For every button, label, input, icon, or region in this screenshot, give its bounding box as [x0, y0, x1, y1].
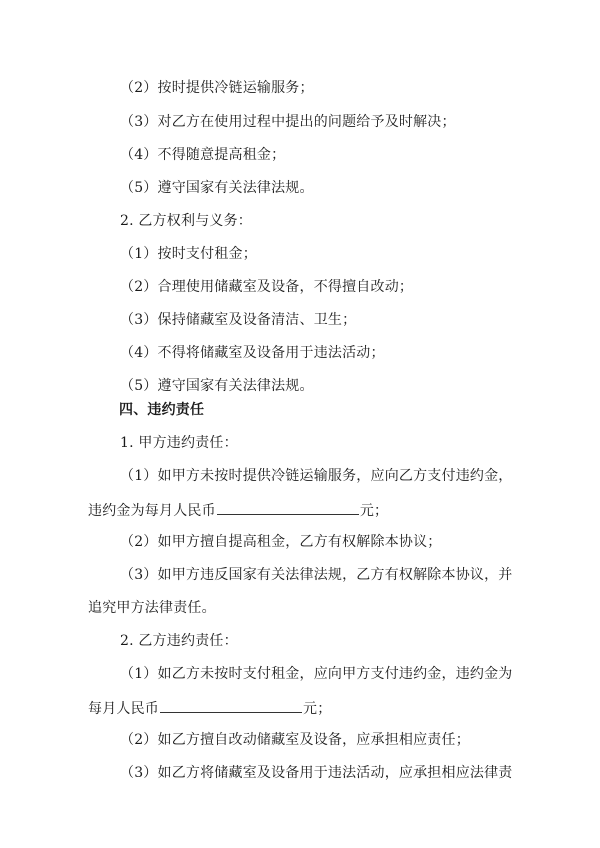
penalty-text: 违约金为每月人民币 — [88, 503, 216, 519]
clause-line: （2）如甲方擅自提高租金，乙方有权解除本协议； — [120, 534, 442, 550]
clause-line: （3）如乙方将储藏室及设备用于违法活动，应承担相应法律责 — [120, 765, 513, 781]
clause-line — [88, 500, 388, 520]
clause-line: （5）遵守国家有关法律法规。 — [120, 180, 314, 196]
unit-text: 元； — [359, 503, 389, 519]
clause-line: （4）不得随意提高租金； — [120, 147, 286, 163]
clause-line: 追究甲方法律责任。 — [88, 600, 216, 616]
clause-line: （5）遵守国家有关法律法规。 — [120, 378, 314, 394]
subsection-title: 1. 甲方违约责任： — [120, 435, 238, 451]
clause-line: （2）合理使用储藏室及设备，不得擅自改动； — [120, 279, 414, 295]
amount-blank — [160, 698, 302, 713]
amount-blank — [217, 500, 359, 515]
clause-line: （4）不得将储藏室及设备用于违法活动； — [120, 345, 385, 361]
clause-line: （1）如乙方未按时支付租金，应向甲方支付违约金，违约金为 — [120, 666, 513, 682]
subsection-title: 2. 乙方违约责任： — [120, 633, 238, 649]
clause-line: （2）按时提供冷链运输服务； — [120, 80, 314, 96]
clause-line: （3）保持储藏室及设备清洁、卫生； — [120, 312, 357, 328]
penalty-text: 每月人民币 — [88, 701, 159, 717]
clause-line: （1）如甲方未按时提供冷链运输服务，应向乙方支付违约金， — [120, 468, 513, 484]
clause-line: （3）对乙方在使用过程中提出的问题给予及时解决； — [120, 114, 456, 130]
subsection-title: 2. 乙方权利与义务： — [120, 213, 253, 229]
section-heading: 四、违约责任 — [119, 402, 205, 418]
clause-line — [88, 698, 331, 718]
clause-line: （2）如乙方擅自改动储藏室及设备，应承担相应责任； — [120, 732, 470, 748]
unit-text: 元； — [303, 701, 332, 717]
clause-line: （1）按时支付租金； — [120, 246, 257, 262]
clause-line: （3）如甲方违反国家有关法律法规，乙方有权解除本协议，并 — [120, 567, 513, 583]
